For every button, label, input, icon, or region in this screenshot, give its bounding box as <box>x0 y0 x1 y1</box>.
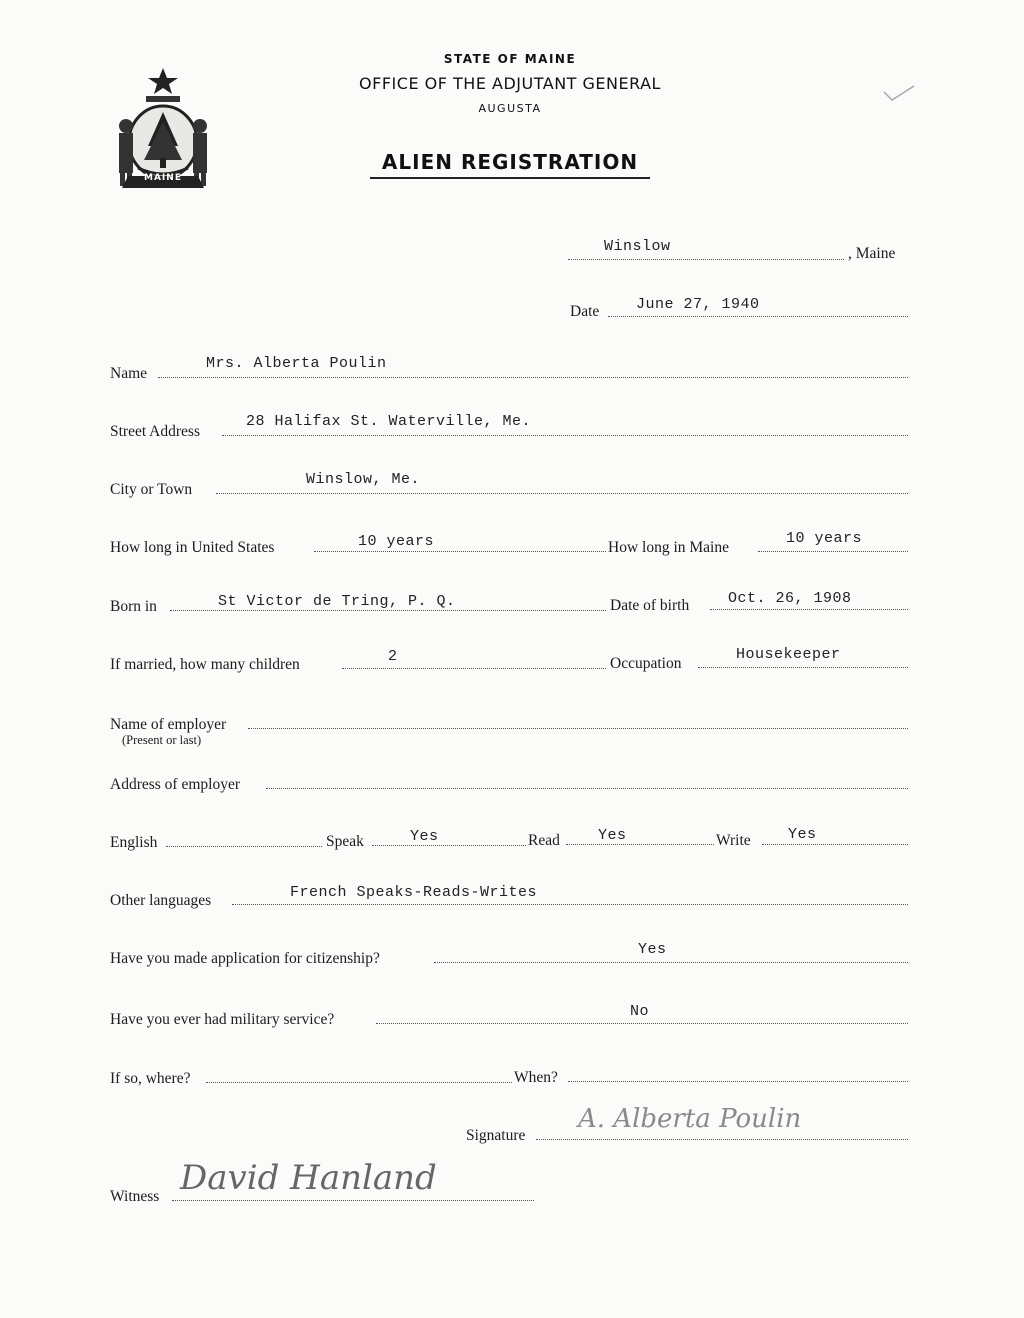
header-office: OFFICE OF THE ADJUTANT GENERAL <box>359 74 661 93</box>
english-label: English <box>110 834 158 851</box>
employer-label: Name of employer <box>110 716 227 733</box>
title-underline <box>370 177 650 179</box>
maine-state-seal <box>108 64 218 194</box>
write-value: Yes <box>788 826 817 843</box>
us-value: 10 years <box>358 533 435 550</box>
place-line <box>568 259 844 260</box>
name-label: Name <box>110 365 148 382</box>
citizenship-line <box>434 962 908 963</box>
witness-line <box>172 1200 534 1201</box>
when-label: When? <box>514 1069 558 1086</box>
signature-line <box>536 1139 908 1140</box>
city-value: Winslow, Me. <box>306 471 421 488</box>
occupation-value: Housekeeper <box>736 646 841 663</box>
born-value: St Victor de Tring, P. Q. <box>218 593 456 610</box>
speak-line <box>372 845 526 846</box>
write-line <box>762 844 908 845</box>
maine-value: 10 years <box>786 530 863 547</box>
other-languages-line <box>232 904 908 905</box>
name-line <box>158 377 908 378</box>
where-line <box>206 1082 512 1083</box>
english-line <box>166 846 322 847</box>
occupation-label: Occupation <box>610 655 682 672</box>
where-label: If so, where? <box>110 1070 191 1087</box>
check-mark-icon <box>882 84 916 108</box>
employer-line <box>248 728 908 729</box>
born-line <box>170 610 606 611</box>
dob-value: Oct. 26, 1908 <box>728 590 852 607</box>
occupation-line <box>698 667 908 668</box>
citizenship-label: Have you made application for citizenship? <box>110 950 380 967</box>
dob-line <box>710 609 908 610</box>
city-line <box>216 493 908 494</box>
other-languages-label: Other languages <box>110 892 212 909</box>
street-value: 28 Halifax St. Waterville, Me. <box>246 413 532 430</box>
write-label: Write <box>716 832 751 849</box>
when-line <box>568 1081 908 1082</box>
military-line <box>376 1023 908 1024</box>
citizenship-value: Yes <box>638 941 667 958</box>
maine-label: How long in Maine <box>608 539 729 556</box>
dob-label: Date of birth <box>610 597 690 614</box>
employer-sublabel: (Present or last) <box>122 733 202 747</box>
us-label: How long in United States <box>110 539 275 556</box>
street-label: Street Address <box>110 423 200 440</box>
header-city: AUGUSTA <box>478 102 542 115</box>
city-label: City or Town <box>110 481 193 498</box>
signature-label: Signature <box>466 1127 526 1144</box>
seal-banner-text: MAINE <box>144 173 182 183</box>
employer-address-line <box>266 788 908 789</box>
place-suffix: , Maine <box>848 245 896 262</box>
speak-label: Speak <box>326 833 364 850</box>
military-value: No <box>630 1003 650 1020</box>
page-title: ALIEN REGISTRATION <box>381 150 639 174</box>
date-label: Date <box>570 303 600 320</box>
witness-label: Witness <box>110 1188 160 1205</box>
other-languages-value: French Speaks-Reads-Writes <box>290 884 538 901</box>
date-value: June 27, 1940 <box>636 296 760 313</box>
military-label: Have you ever had military service? <box>110 1011 335 1028</box>
header-state: STATE OF MAINE <box>443 52 577 66</box>
date-line <box>608 316 908 317</box>
read-label: Read <box>528 832 560 849</box>
witness-signature: David Hanland <box>180 1158 437 1198</box>
speak-value: Yes <box>410 828 439 845</box>
employer-address-label: Address of employer <box>110 776 240 793</box>
children-label: If married, how many children <box>110 656 300 673</box>
place-value: Winslow <box>604 238 671 255</box>
children-value: 2 <box>388 648 398 665</box>
us-line <box>314 551 606 552</box>
read-line <box>566 844 714 845</box>
children-line <box>342 668 606 669</box>
read-value: Yes <box>598 827 627 844</box>
signature-value: A. Alberta Poulin <box>578 1104 802 1134</box>
street-line <box>222 435 908 436</box>
born-label: Born in <box>110 598 157 615</box>
maine-line <box>758 551 908 552</box>
name-value: Mrs. Alberta Poulin <box>206 355 387 372</box>
